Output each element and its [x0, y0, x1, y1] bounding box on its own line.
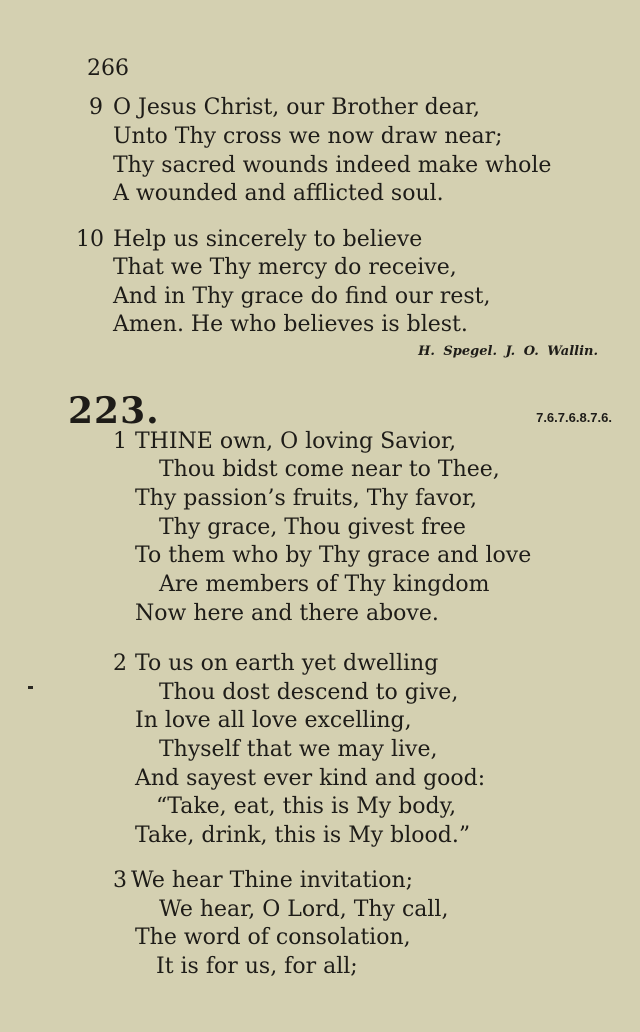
- verse-number: 10: [76, 227, 104, 252]
- verse-line: And sayest ever kind and good:: [135, 766, 486, 791]
- verse-line: Unto Thy cross we now draw near;: [113, 124, 503, 149]
- verse-number: 1: [113, 429, 127, 454]
- hymn-meter: 7.6.7.6.8.7.6.: [536, 410, 612, 425]
- verse-line: Thyself that we may live,: [159, 737, 438, 762]
- hymn-number: 223.: [68, 390, 160, 432]
- verse-number: 2: [113, 651, 127, 676]
- verse-line: Thy passion’s fruits, Thy favor,: [135, 486, 478, 511]
- verse-line: Thy sacred wounds indeed make whole: [113, 153, 552, 178]
- verse-line: Amen. He who believes is blest.: [113, 312, 468, 337]
- verse-line: Thou dost descend to give,: [159, 680, 459, 705]
- verse-line: We hear Thine invitation;: [131, 868, 414, 893]
- verse-line: Thou bidst come near to Thee,: [159, 457, 500, 482]
- verse-line: Thy grace, Thou givest free: [159, 515, 466, 540]
- verse-line: We hear, O Lord, Thy call,: [159, 897, 449, 922]
- verse-line: In love all love excelling,: [135, 708, 412, 733]
- verse-line: It is for us, for all;: [156, 954, 358, 979]
- verse-number: 3: [113, 868, 127, 893]
- verse-line: To us on earth yet dwelling: [135, 651, 439, 676]
- verse-line: O Jesus Christ, our Brother dear,: [113, 95, 480, 120]
- verse-line: The word of consolation,: [135, 925, 411, 950]
- verse-line: Are members of Thy kingdom: [159, 572, 490, 597]
- verse-line: And in Thy grace do find our rest,: [113, 284, 491, 309]
- verse-line: A wounded and afflicted soul.: [113, 181, 444, 206]
- author-attribution: H. Spegel. J. O. Wallin.: [418, 344, 598, 359]
- verse-line: Help us sincerely to believe: [113, 227, 423, 252]
- print-speck: [28, 686, 33, 689]
- verse-line: Now here and there above.: [135, 601, 439, 626]
- verse-number: 9: [89, 95, 103, 120]
- verse-line: THINE own, O loving Savior,: [135, 429, 457, 454]
- verse-line: To them who by Thy grace and love: [135, 543, 532, 568]
- verse-line: Take, drink, this is My blood.”: [135, 823, 471, 848]
- verse-line: That we Thy mercy do receive,: [113, 255, 457, 280]
- page-number: 266: [87, 56, 129, 81]
- verse-line: “Take, eat, this is My body,: [156, 794, 457, 819]
